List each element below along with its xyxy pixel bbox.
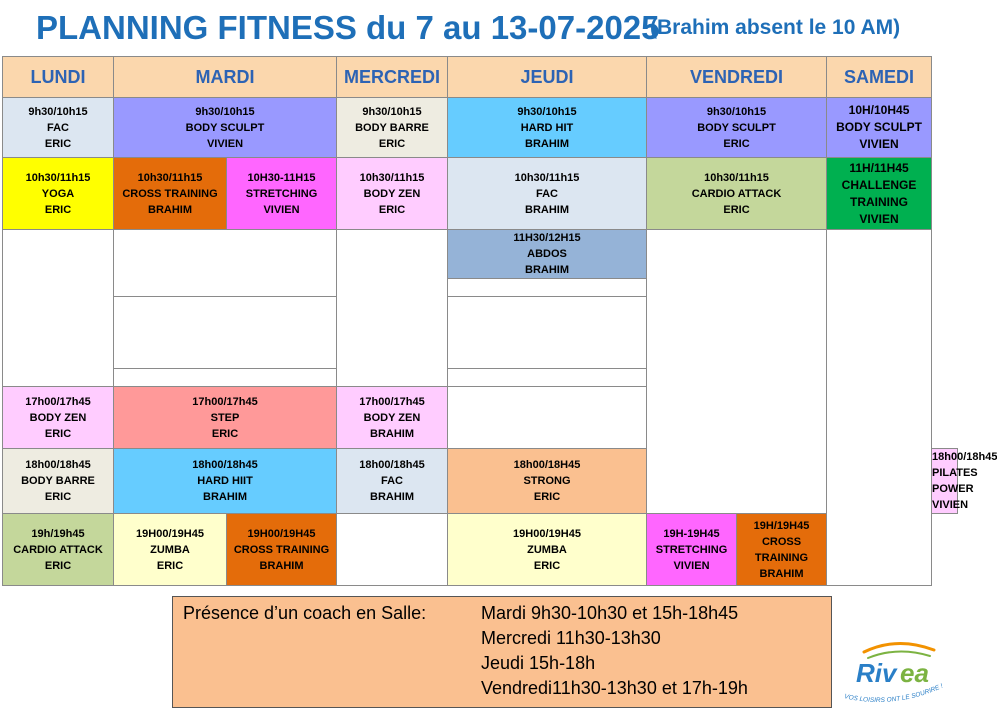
page-title: PLANNING FITNESS du 7 au 13-07-2025	[36, 9, 660, 46]
slot-name: STRETCHING	[655, 543, 728, 556]
slot-name: CHALLENGE	[841, 177, 917, 192]
class-slot	[3, 449, 114, 514]
rivea-logo	[842, 630, 950, 710]
slot-coach: ERIC	[44, 427, 72, 440]
slot-name: HARD HIT	[520, 121, 574, 134]
slot-time: 9h30/10h15	[362, 105, 422, 118]
slot-coach: VIVIEN	[673, 559, 710, 572]
slot-time: 18h00/18h45	[192, 459, 258, 471]
slot-time: 10h30/11h15	[137, 171, 203, 184]
slot-time: 10h30/11h15	[514, 171, 580, 184]
slot-coach: ERIC	[533, 559, 561, 572]
class-slot	[3, 98, 114, 158]
slot-time: 10H30-11H15	[247, 171, 316, 184]
slot-time: 11H/11H45	[849, 160, 909, 175]
svg-text:Riv: Riv	[856, 658, 897, 688]
slot-coach: ERIC	[378, 203, 406, 216]
slot-name: PILATES POWER	[932, 467, 978, 495]
slot-time: 10h30/11h15	[704, 171, 769, 184]
slot-time: 9h30/10h15	[706, 105, 767, 118]
schedule-table	[2, 56, 997, 586]
slot-name: FAC	[536, 187, 558, 200]
page-subtitle: (Brahim absent le 10 AM)	[650, 16, 901, 39]
slot-time: 17h00/17h45	[359, 395, 425, 408]
slot-time: 18h00/18h45	[932, 451, 997, 463]
slot-coach: BRAHIM	[370, 491, 414, 503]
slot-coach: ERIC	[44, 203, 72, 216]
slot-time: 19h/19h45	[31, 527, 85, 540]
slot-name: STRONG	[523, 475, 571, 487]
empty-slot	[3, 230, 114, 387]
class-slot	[227, 158, 337, 230]
day-header-mercredi: MERCREDI	[337, 57, 448, 98]
class-slot	[114, 387, 337, 449]
slot-coach: VIVIEN	[932, 499, 969, 511]
day-header-samedi: SAMEDI	[827, 57, 932, 98]
class-slot	[448, 449, 647, 514]
day-header-jeudi: JEUDI	[448, 57, 647, 98]
class-slot	[647, 158, 827, 230]
slot-coach: BRAHIM	[370, 427, 414, 440]
empty-slot	[827, 230, 932, 586]
slot-name: ABDOS	[527, 248, 567, 260]
coach-presence-box	[172, 596, 832, 708]
slot-name: CARDIO ATTACK	[13, 543, 103, 556]
slot-name: STEP	[210, 411, 240, 424]
slot-time: 10h30/11h15	[359, 171, 425, 184]
slot-name: CROSS TRAINING	[754, 535, 809, 564]
slot-coach: VIVIEN	[206, 137, 244, 150]
class-slot	[3, 514, 114, 586]
slot-time: 17h00/17h45	[192, 395, 258, 408]
class-slot	[337, 98, 448, 158]
class-slot	[448, 98, 647, 158]
class-slot	[114, 514, 227, 586]
slot-time: 19H00/19H45	[513, 527, 581, 540]
slot-name: BODY ZEN	[29, 411, 87, 424]
coach-presence-line: Mercredi 11h30-13h30	[481, 628, 661, 648]
slot-coach: ERIC	[44, 559, 72, 572]
class-slot	[3, 387, 114, 449]
coach-presence-line: Mardi 9h30-10h30 et 15h-18h45	[481, 603, 739, 623]
empty-slot	[114, 369, 337, 387]
empty-slot	[337, 230, 448, 387]
day-header-mardi: MARDI	[114, 57, 337, 98]
slot-time: 19H00/19H45	[247, 527, 316, 540]
slot-name: BODY SCULPT	[836, 120, 922, 134]
slot-coach: BRAHIM	[525, 137, 569, 150]
slot-time: 19H00/19H45	[136, 527, 204, 540]
coach-presence-lines	[481, 601, 748, 701]
day-header-lundi: LUNDI	[3, 57, 114, 98]
slot-coach: ERIC	[533, 491, 561, 503]
slot-name: HARD HIIT	[197, 475, 253, 487]
slot-time: 19H/19H45	[753, 519, 810, 532]
slot-time: 9h30/10h15	[195, 105, 255, 118]
slot-time: 17h00/17h45	[25, 395, 91, 408]
day-header-vendredi: VENDREDI	[647, 57, 827, 98]
slot-coach: BRAHIM	[525, 264, 569, 276]
slot-coach: ERIC	[723, 203, 750, 216]
class-slot	[114, 98, 337, 158]
slot-coach: ERIC	[44, 137, 72, 150]
class-slot	[337, 449, 448, 514]
slot-name: STRETCHING	[245, 187, 318, 200]
class-slot	[227, 514, 337, 586]
slot-coach: ERIC	[156, 559, 184, 572]
class-slot	[337, 158, 448, 230]
slot-name: BODY ZEN	[363, 187, 421, 200]
slot-coach: VIVIEN	[859, 137, 899, 151]
slot-coach: BRAHIM	[759, 567, 804, 580]
class-slot	[827, 158, 932, 230]
svg-text:ea: ea	[900, 658, 929, 688]
slot-name: CARDIO ATTACK	[691, 187, 782, 200]
slot-time: 9h30/10h15	[28, 105, 88, 118]
class-slot	[647, 514, 737, 586]
svg-text:VOS LOISIRS ONT LE SOURIRE !: VOS LOISIRS ONT LE SOURIRE !	[843, 682, 945, 705]
class-slot	[827, 98, 932, 158]
slot-name: BODY BARRE	[355, 121, 429, 134]
empty-slot	[448, 279, 647, 297]
slot-name: ZUMBA	[150, 543, 190, 556]
slot-time: 10H/10H45	[848, 103, 910, 117]
slot-name: BODY SCULPT	[185, 121, 265, 134]
coach-presence-line: Vendredi11h30-13h30 et 17h-19h	[481, 678, 748, 698]
class-slot	[3, 158, 114, 230]
class-slot	[647, 98, 827, 158]
class-slot	[337, 387, 448, 449]
slot-time: 9h30/10h15	[517, 105, 577, 118]
slot-name: YOGA	[41, 187, 75, 200]
empty-slot	[647, 230, 827, 514]
slot-time: 18h00/18H45	[513, 459, 581, 471]
slot-name: BODY SCULPT	[697, 121, 776, 134]
slot-coach: BRAHIM	[203, 491, 247, 503]
coach-presence-line: Jeudi 15h-18h	[481, 653, 596, 673]
slot-time: 18h00/18h45	[359, 459, 425, 471]
slot-coach: ERIC	[44, 491, 72, 503]
slot-coach: ERIC	[723, 137, 750, 150]
empty-slot	[114, 230, 337, 297]
slot-name: BODY ZEN	[363, 411, 421, 424]
slot-name: FAC	[47, 121, 69, 134]
coach-presence-label: Présence d’un coach en Salle:	[183, 603, 427, 623]
slot-name: BODY BARRE	[21, 475, 95, 487]
slot-coach: BRAHIM	[259, 559, 304, 572]
empty-slot	[448, 297, 647, 369]
class-slot	[737, 514, 827, 586]
empty-slot	[337, 514, 448, 586]
class-slot	[114, 158, 227, 230]
empty-slot	[448, 369, 647, 387]
slot-coach: VIVIEN	[859, 211, 899, 226]
empty-slot	[114, 297, 337, 369]
slot-name: CROSS TRAINING	[233, 543, 330, 556]
empty-slot	[448, 387, 647, 449]
slot-coach: BRAHIM	[525, 203, 569, 216]
slot-time: 10h30/11h15	[25, 171, 91, 184]
slot-name: ZUMBA	[527, 543, 567, 556]
slot-time: 18h00/18h45	[25, 459, 91, 471]
slot-coach: BRAHIM	[148, 203, 192, 216]
day-header-row	[3, 57, 958, 98]
slot-coach: ERIC	[211, 427, 239, 440]
class-slot	[114, 449, 337, 514]
slot-time: 19H-19H45	[663, 527, 720, 540]
slot-name: CROSS TRAINING	[122, 187, 218, 200]
slot-coach: ERIC	[378, 137, 406, 150]
slot-coach: VIVIEN	[263, 203, 300, 216]
class-slot	[448, 514, 647, 586]
class-slot	[448, 230, 647, 279]
slot-name: FAC	[381, 475, 403, 487]
slot-time: 11H30/12H15	[513, 232, 581, 244]
class-slot	[448, 158, 647, 230]
class-slot	[932, 449, 997, 514]
slot-name-line2: TRAINING	[850, 194, 909, 209]
